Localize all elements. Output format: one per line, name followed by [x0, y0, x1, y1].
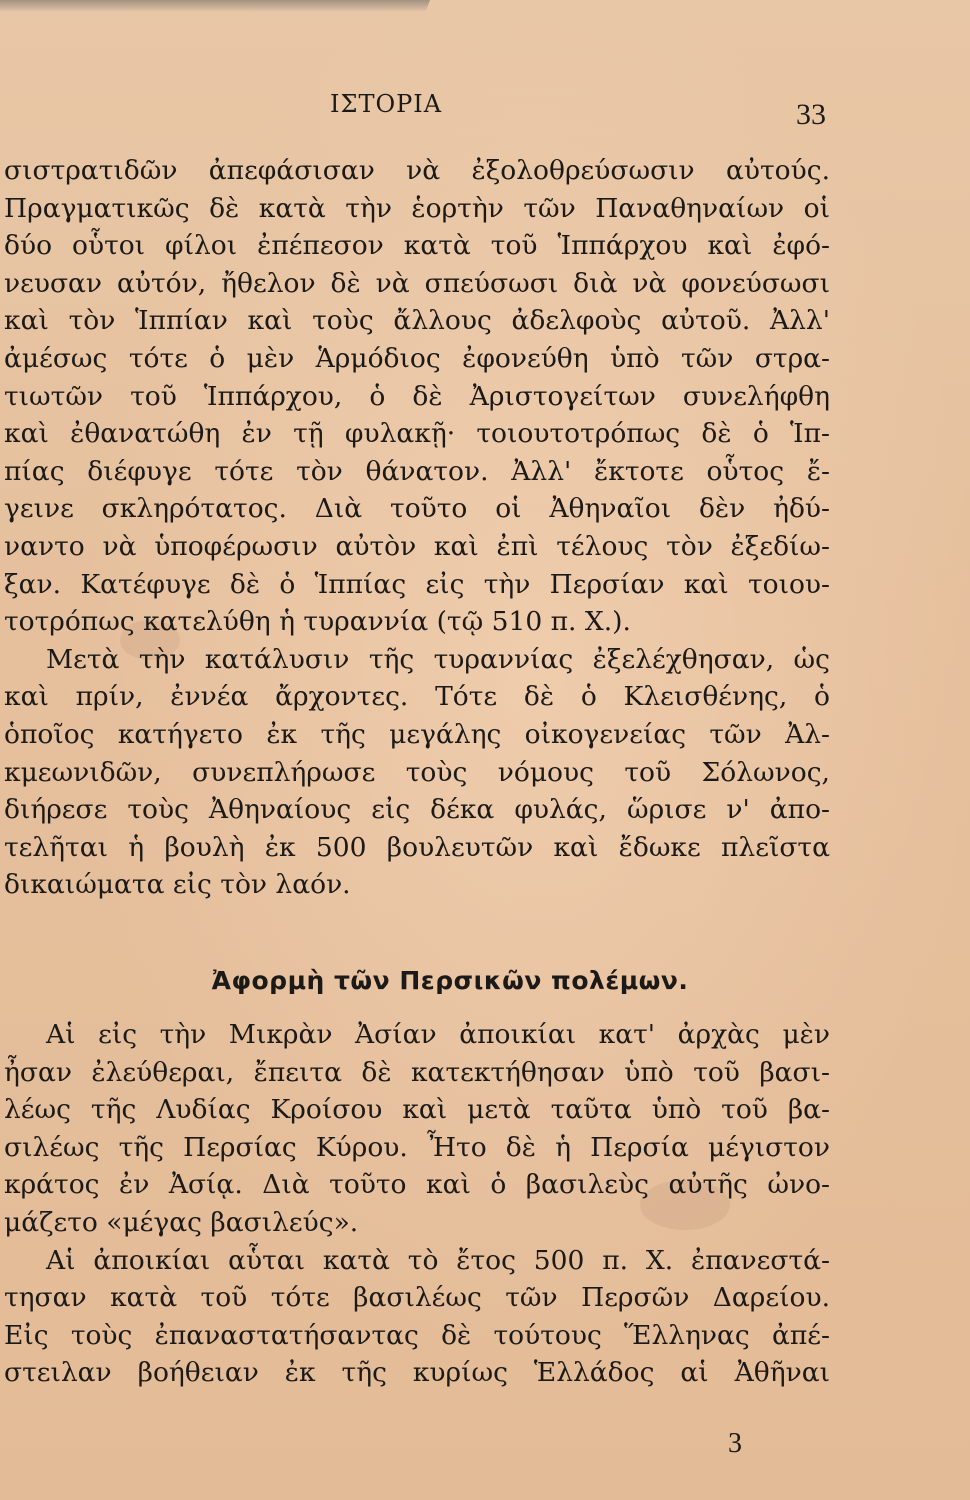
text-line: πίας διέφυγε τότε τὸν θάνατον. Ἀλλ' ἔκτοτε οὗτος ἔ-	[4, 455, 830, 487]
text-line: μάζετο «μέγας βασιλεύς».	[4, 1206, 359, 1238]
text-line: καὶ ἐθανατώθη ἐν τῇ φυλακῇ· τοιουτοτρόπως δὲ ὁ Ἱπ-	[4, 418, 830, 450]
text-line: τοτρόπως κατελύθη ἡ τυραννία (τῷ 510 π. Χ.).	[4, 606, 631, 638]
text-line: τελῆται ἡ βουλὴ ἐκ 500 βουλευτῶν καὶ ἔδωκε πλεῖστα	[4, 831, 830, 863]
text-line: Μετὰ τὴν κατάλυσιν τῆς τυραννίας ἐξελέχθησαν, ὡς	[46, 643, 830, 675]
text-line: ὁποῖος κατήγετο ἐκ τῆς μεγάλης οἰκογενείας τῶν Ἀλ-	[4, 718, 830, 750]
body-text-upper	[0, 152, 830, 904]
text-line: Εἰς τοὺς ἐπαναστατήσαντας δὲ τούτους Ἕλληνας ἀπέ-	[4, 1319, 830, 1351]
text-line: καὶ τὸν Ἱππίαν καὶ τοὺς ἄλλους ἀδελφοὺς αὐτοῦ. Ἀλλ'	[4, 305, 830, 337]
text-line: κμεωνιδῶν, συνεπλήρωσε τοὺς νόμους τοῦ Σόλωνος,	[4, 756, 830, 788]
page-number: 33	[796, 98, 826, 131]
body-text-lower	[0, 1016, 830, 1392]
text-line: κράτος ἐν Ἀσίᾳ. Διὰ τοῦτο καὶ ὁ βασιλεὺς αὐτῆς ὠνο-	[4, 1169, 830, 1201]
text-line: δικαιώματα εἰς τὸν λαόν.	[4, 869, 351, 901]
running-head	[0, 86, 970, 131]
text-line: δύο οὗτοι φίλοι ἐπέπεσον κατὰ τοῦ Ἱππάρχου καὶ ἐφό-	[4, 230, 830, 262]
text-line: λέως τῆς Λυδίας Κροίσου καὶ μετὰ ταῦτα ὑπὸ τοῦ βα-	[4, 1094, 830, 1126]
text-line: Αἱ εἰς τὴν Μικρὰν Ἀσίαν ἀποικίαι κατ' ἀρχὰς μὲν	[46, 1019, 830, 1050]
text-line: σιλέως τῆς Περσίας Κύρου. Ἦτο δὲ ἡ Περσία μέγιστον	[4, 1131, 830, 1163]
text-line: νευσαν αὐτόν, ἤθελον δὲ νὰ σπεύσωσι διὰ νὰ φονεύσωσι	[4, 267, 830, 299]
section-heading: Ἀφορμὴ τῶν Περσικῶν πολέμων.	[211, 966, 689, 995]
text-line: καὶ πρίν, ἐννέα ἄρχοντες. Τότε δὲ ὁ Κλεισθένης, ὁ	[4, 681, 830, 713]
text-line: διήρεσε τοὺς Ἀθηναίους εἰς δέκα φυλάς, ὥρισε ν' ἀπο-	[4, 794, 830, 826]
text-line: ἦσαν ἐλεύθεραι, ἔπειτα δὲ κατεκτήθησαν ὑπὸ τοῦ βασι-	[4, 1056, 830, 1088]
text-line: ξαν. Κατέφυγε δὲ ὁ Ἱππίας εἰς τὴν Περσίαν καὶ τοιου-	[4, 568, 830, 600]
text-line: τιωτῶν τοῦ Ἱππάρχου, ὁ δὲ Ἀριστογείτων συνελήφθη	[4, 380, 830, 412]
text-line: σιστρατιδῶν ἀπεφάσισαν νὰ ἐξολοθρεύσωσιν αὐτούς.	[4, 155, 830, 186]
text-line: στειλαν βοήθειαν ἐκ τῆς κυρίως Ἑλλάδος αἱ Ἀθῆναι	[4, 1357, 830, 1389]
signature-mark: 3	[728, 1428, 742, 1459]
text-line: Πραγματικῶς δὲ κατὰ τὴν ἑορτὴν τῶν Παναθηναίων οἱ	[4, 192, 830, 224]
text-line: γεινε σκληρότατος. Διὰ τοῦτο οἱ Ἀθηναῖοι δὲν ἠδύ-	[4, 493, 830, 525]
text-line: ναντο νὰ ὑποφέρωσιν αὐτὸν καὶ ἐπὶ τέλους τὸν ἐξεδίω-	[4, 530, 830, 562]
text-line: Αἱ ἀποικίαι αὗται κατὰ τὸ ἔτος 500 π. Χ. ἐπανεστά-	[46, 1244, 830, 1276]
header-title: ΙΣΤΟΡΙΑ	[330, 90, 443, 118]
text-line: ἀμέσως τότε ὁ μὲν Ἁρμόδιος ἐφονεύθη ὑπὸ τῶν στρα-	[4, 342, 830, 374]
text-line: τησαν κατὰ τοῦ τότε βασιλέως τῶν Περσῶν Δαρείου.	[4, 1282, 830, 1314]
page-top-edge-shadow	[0, 0, 430, 12]
